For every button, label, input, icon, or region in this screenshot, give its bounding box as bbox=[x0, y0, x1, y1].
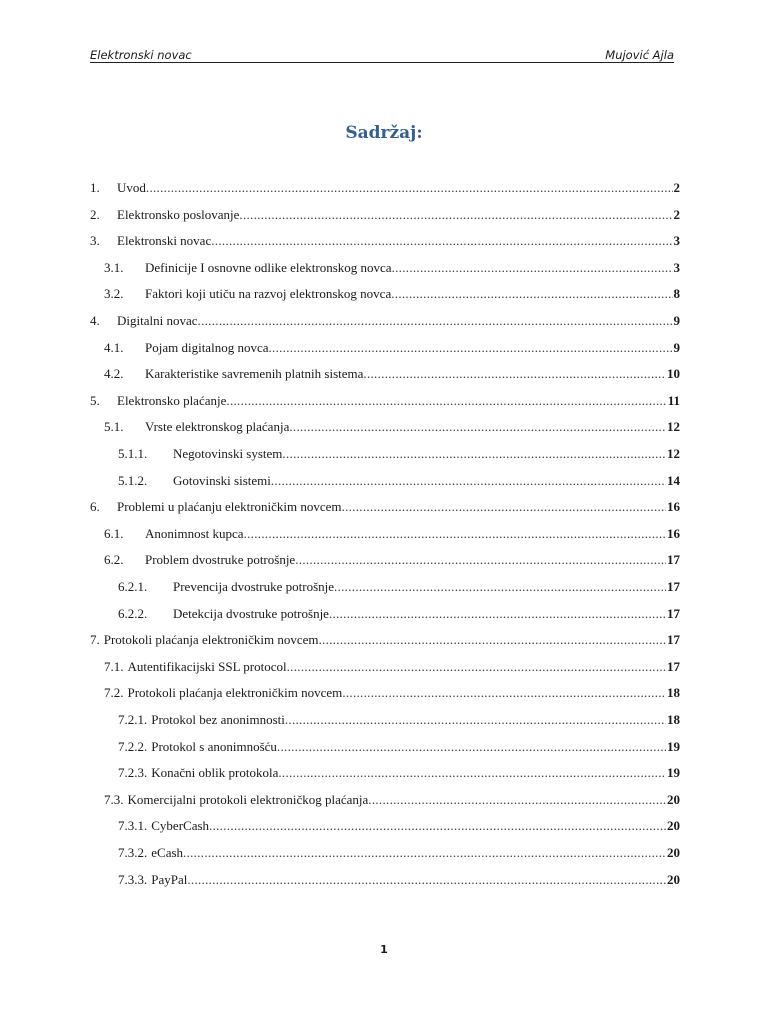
toc-entry[interactable] bbox=[90, 659, 680, 677]
toc-entry-page: 17 bbox=[667, 552, 680, 567]
toc-entry-page: 3 bbox=[673, 233, 680, 248]
toc-entry-page: 18 bbox=[667, 712, 680, 727]
toc-entry-title: Anonimnost kupca bbox=[145, 526, 244, 541]
toc-entry[interactable] bbox=[90, 286, 680, 304]
toc-entry-page: 12 bbox=[667, 446, 680, 461]
toc-entry[interactable] bbox=[90, 792, 680, 810]
toc-entry-number: 4.2. bbox=[104, 366, 124, 381]
toc-entry-number: 5.1. bbox=[104, 419, 124, 434]
toc-entry-page: 20 bbox=[667, 872, 680, 887]
toc-entry-page: 11 bbox=[667, 393, 680, 408]
dot-leader bbox=[295, 552, 666, 568]
toc-entry-title: Detekcija dvostruke potrošnje bbox=[173, 606, 329, 621]
toc-entry-page: 17 bbox=[667, 632, 680, 647]
toc-entry-title: Digitalni novac bbox=[117, 313, 198, 328]
toc-entry-number: 3.1. bbox=[104, 260, 124, 275]
header-title: Elektronski novac bbox=[90, 48, 192, 62]
toc-entry-page: 17 bbox=[667, 606, 680, 621]
toc-entry[interactable] bbox=[90, 260, 680, 278]
toc-entry-page: 9 bbox=[673, 340, 680, 355]
toc-entry-page: 10 bbox=[667, 366, 680, 381]
toc-entry-title: Komercijalni protokoli elektroničkog plaćanja bbox=[127, 792, 369, 807]
toc-entry[interactable] bbox=[90, 207, 680, 225]
toc-entry-title: Problemi u plaćanju elektroničkim novcem bbox=[117, 499, 342, 514]
dot-leader bbox=[392, 260, 673, 276]
toc-entry-title: Elektronski novac bbox=[117, 233, 212, 248]
toc-entry-title: Pojam digitalnog novca bbox=[145, 340, 269, 355]
toc-entry-title: Gotovinski sistemi bbox=[173, 473, 271, 488]
toc-entry-title: Protokoli plaćanja elektroničkim novcem bbox=[127, 685, 343, 700]
toc-entry-number: 4.1. bbox=[104, 340, 124, 355]
toc-entry-number: 5. bbox=[90, 393, 100, 408]
dot-leader bbox=[319, 632, 666, 648]
toc-entry[interactable] bbox=[90, 393, 680, 411]
toc-entry-page: 18 bbox=[667, 685, 680, 700]
toc-entry-title: Uvod bbox=[117, 180, 146, 195]
toc-entry-title: Elektronsko plaćanje bbox=[117, 393, 227, 408]
toc-entry[interactable] bbox=[90, 765, 680, 783]
toc-entry-page: 19 bbox=[667, 739, 680, 754]
toc-entry[interactable] bbox=[90, 872, 680, 890]
toc-entry-page: 12 bbox=[667, 419, 680, 434]
toc-entry[interactable] bbox=[90, 818, 680, 836]
dot-leader bbox=[285, 712, 666, 728]
toc-entry-page: 19 bbox=[667, 765, 680, 780]
toc-entry-number: 5.1.1. bbox=[118, 446, 148, 461]
toc-entry-number: 6.2. bbox=[104, 552, 124, 567]
dot-leader bbox=[198, 313, 673, 329]
toc-entry[interactable] bbox=[90, 606, 680, 624]
toc-entry-title: Karakteristike savremenih platnih sistema bbox=[145, 366, 364, 381]
header-author: Mujović Ajla bbox=[605, 48, 674, 62]
dot-leader bbox=[211, 233, 672, 249]
toc-entry-page: 2 bbox=[673, 207, 680, 222]
toc-entry-page: 20 bbox=[667, 792, 680, 807]
dot-leader bbox=[209, 818, 666, 834]
toc-entry-number: 1. bbox=[90, 180, 100, 195]
toc-entry-page: 20 bbox=[667, 818, 680, 833]
toc-entry-title: Konačni oblik protokola bbox=[151, 765, 279, 780]
toc-entry[interactable] bbox=[90, 845, 680, 863]
toc-entry-title: Protokoli plaćanja elektroničkim novcem bbox=[103, 632, 319, 647]
toc-entry-title: Elektronsko poslovanje bbox=[117, 207, 240, 222]
toc-entry[interactable] bbox=[90, 632, 680, 650]
toc-entry-title: Vrste elektronskog plaćanja bbox=[145, 419, 290, 434]
toc-entry-title: Protokol bez anonimnosti bbox=[151, 712, 285, 727]
toc-entry-number: 7.2. bbox=[104, 685, 124, 700]
toc-entry-page: 16 bbox=[667, 499, 680, 514]
dot-leader bbox=[244, 526, 666, 542]
toc-entry-title: Autentifikacijski SSL protocol bbox=[127, 659, 287, 674]
dot-leader bbox=[277, 739, 666, 755]
dot-leader bbox=[368, 792, 666, 808]
toc-entry[interactable] bbox=[90, 180, 680, 198]
toc-entry-number: 7.2.3. bbox=[118, 765, 148, 780]
dot-leader bbox=[278, 765, 666, 781]
toc-entry-number: 6.2.1. bbox=[118, 579, 148, 594]
toc-entry-title: PayPal bbox=[151, 872, 188, 887]
toc-entry-page: 14 bbox=[667, 473, 680, 488]
toc-entry[interactable] bbox=[90, 526, 680, 544]
toc-entry-page: 17 bbox=[667, 659, 680, 674]
toc-entry-page: 2 bbox=[673, 180, 680, 195]
toc-entry-number: 7.2.2. bbox=[118, 739, 148, 754]
dot-leader bbox=[239, 207, 672, 223]
toc-entry-title: eCash bbox=[151, 845, 184, 860]
page-header bbox=[90, 48, 674, 63]
toc-entry-number: 2. bbox=[90, 207, 100, 222]
toc-entry-page: 17 bbox=[667, 579, 680, 594]
toc-entry-title: Definicije I osnovne odlike elektronskog novca bbox=[145, 260, 392, 275]
toc-entry-number: 6.2.2. bbox=[118, 606, 148, 621]
toc-entry-number: 7.1. bbox=[104, 659, 124, 674]
dot-leader bbox=[187, 872, 666, 888]
toc-entry[interactable] bbox=[90, 552, 680, 570]
toc-entry-number: 7.3. bbox=[104, 792, 124, 807]
dot-leader bbox=[363, 366, 666, 382]
toc-entry[interactable] bbox=[90, 739, 680, 757]
toc-entry[interactable] bbox=[90, 473, 680, 491]
dot-leader bbox=[342, 685, 666, 701]
dot-leader bbox=[183, 845, 666, 861]
toc-entry-title: Protokol s anonimnošću bbox=[151, 739, 277, 754]
toc-entry-title: Problem dvostruke potrošnje bbox=[145, 552, 296, 567]
toc-entry-number: 7.2.1. bbox=[118, 712, 148, 727]
dot-leader bbox=[391, 286, 672, 302]
toc-entry[interactable] bbox=[90, 419, 680, 437]
toc-entry-title: Negotovinski system bbox=[173, 446, 283, 461]
toc-entry-number: 7.3.3. bbox=[118, 872, 148, 887]
toc-entry[interactable] bbox=[90, 712, 680, 730]
toc-entry-number: 6. bbox=[90, 499, 100, 514]
toc-entry-number: 4. bbox=[90, 313, 100, 328]
toc-title: Sadržaj: bbox=[345, 123, 423, 143]
toc-entry-number: 7. bbox=[90, 632, 100, 647]
dot-leader bbox=[282, 446, 666, 462]
toc-entry-page: 9 bbox=[673, 313, 680, 328]
toc-entry[interactable] bbox=[90, 579, 680, 597]
toc-entry[interactable] bbox=[90, 340, 680, 358]
dot-leader bbox=[329, 606, 666, 622]
toc-entry-number: 7.3.2. bbox=[118, 845, 148, 860]
toc-entry-number: 7.3.1. bbox=[118, 818, 148, 833]
toc-entry-number: 3. bbox=[90, 233, 100, 248]
dot-leader bbox=[226, 393, 666, 409]
dot-leader bbox=[271, 473, 666, 489]
page-number: 1 bbox=[380, 943, 388, 956]
dot-leader bbox=[342, 499, 666, 515]
toc-entry[interactable] bbox=[90, 685, 680, 703]
toc-entry[interactable] bbox=[90, 446, 680, 464]
toc-entry-page: 8 bbox=[673, 286, 680, 301]
dot-leader bbox=[289, 419, 666, 435]
dot-leader bbox=[268, 340, 672, 356]
dot-leader bbox=[334, 579, 666, 595]
dot-leader bbox=[146, 180, 673, 196]
dot-leader bbox=[287, 659, 666, 675]
toc-entry[interactable] bbox=[90, 499, 680, 517]
toc-entry-title: Prevencija dvostruke potrošnje bbox=[173, 579, 335, 594]
toc-entry-number: 3.2. bbox=[104, 286, 124, 301]
toc-entry-page: 20 bbox=[667, 845, 680, 860]
toc-entry-page: 16 bbox=[667, 526, 680, 541]
toc-entry-title: CyberCash bbox=[151, 818, 210, 833]
toc-entry-title: Faktori koji utiču na razvoj elektronskog novca bbox=[145, 286, 392, 301]
toc-entry-page: 3 bbox=[673, 260, 680, 275]
toc-entry[interactable] bbox=[90, 233, 680, 251]
toc-entry-number: 5.1.2. bbox=[118, 473, 148, 488]
toc-entry[interactable] bbox=[90, 313, 680, 331]
toc-entry-number: 6.1. bbox=[104, 526, 124, 541]
toc-entry[interactable] bbox=[90, 366, 680, 384]
